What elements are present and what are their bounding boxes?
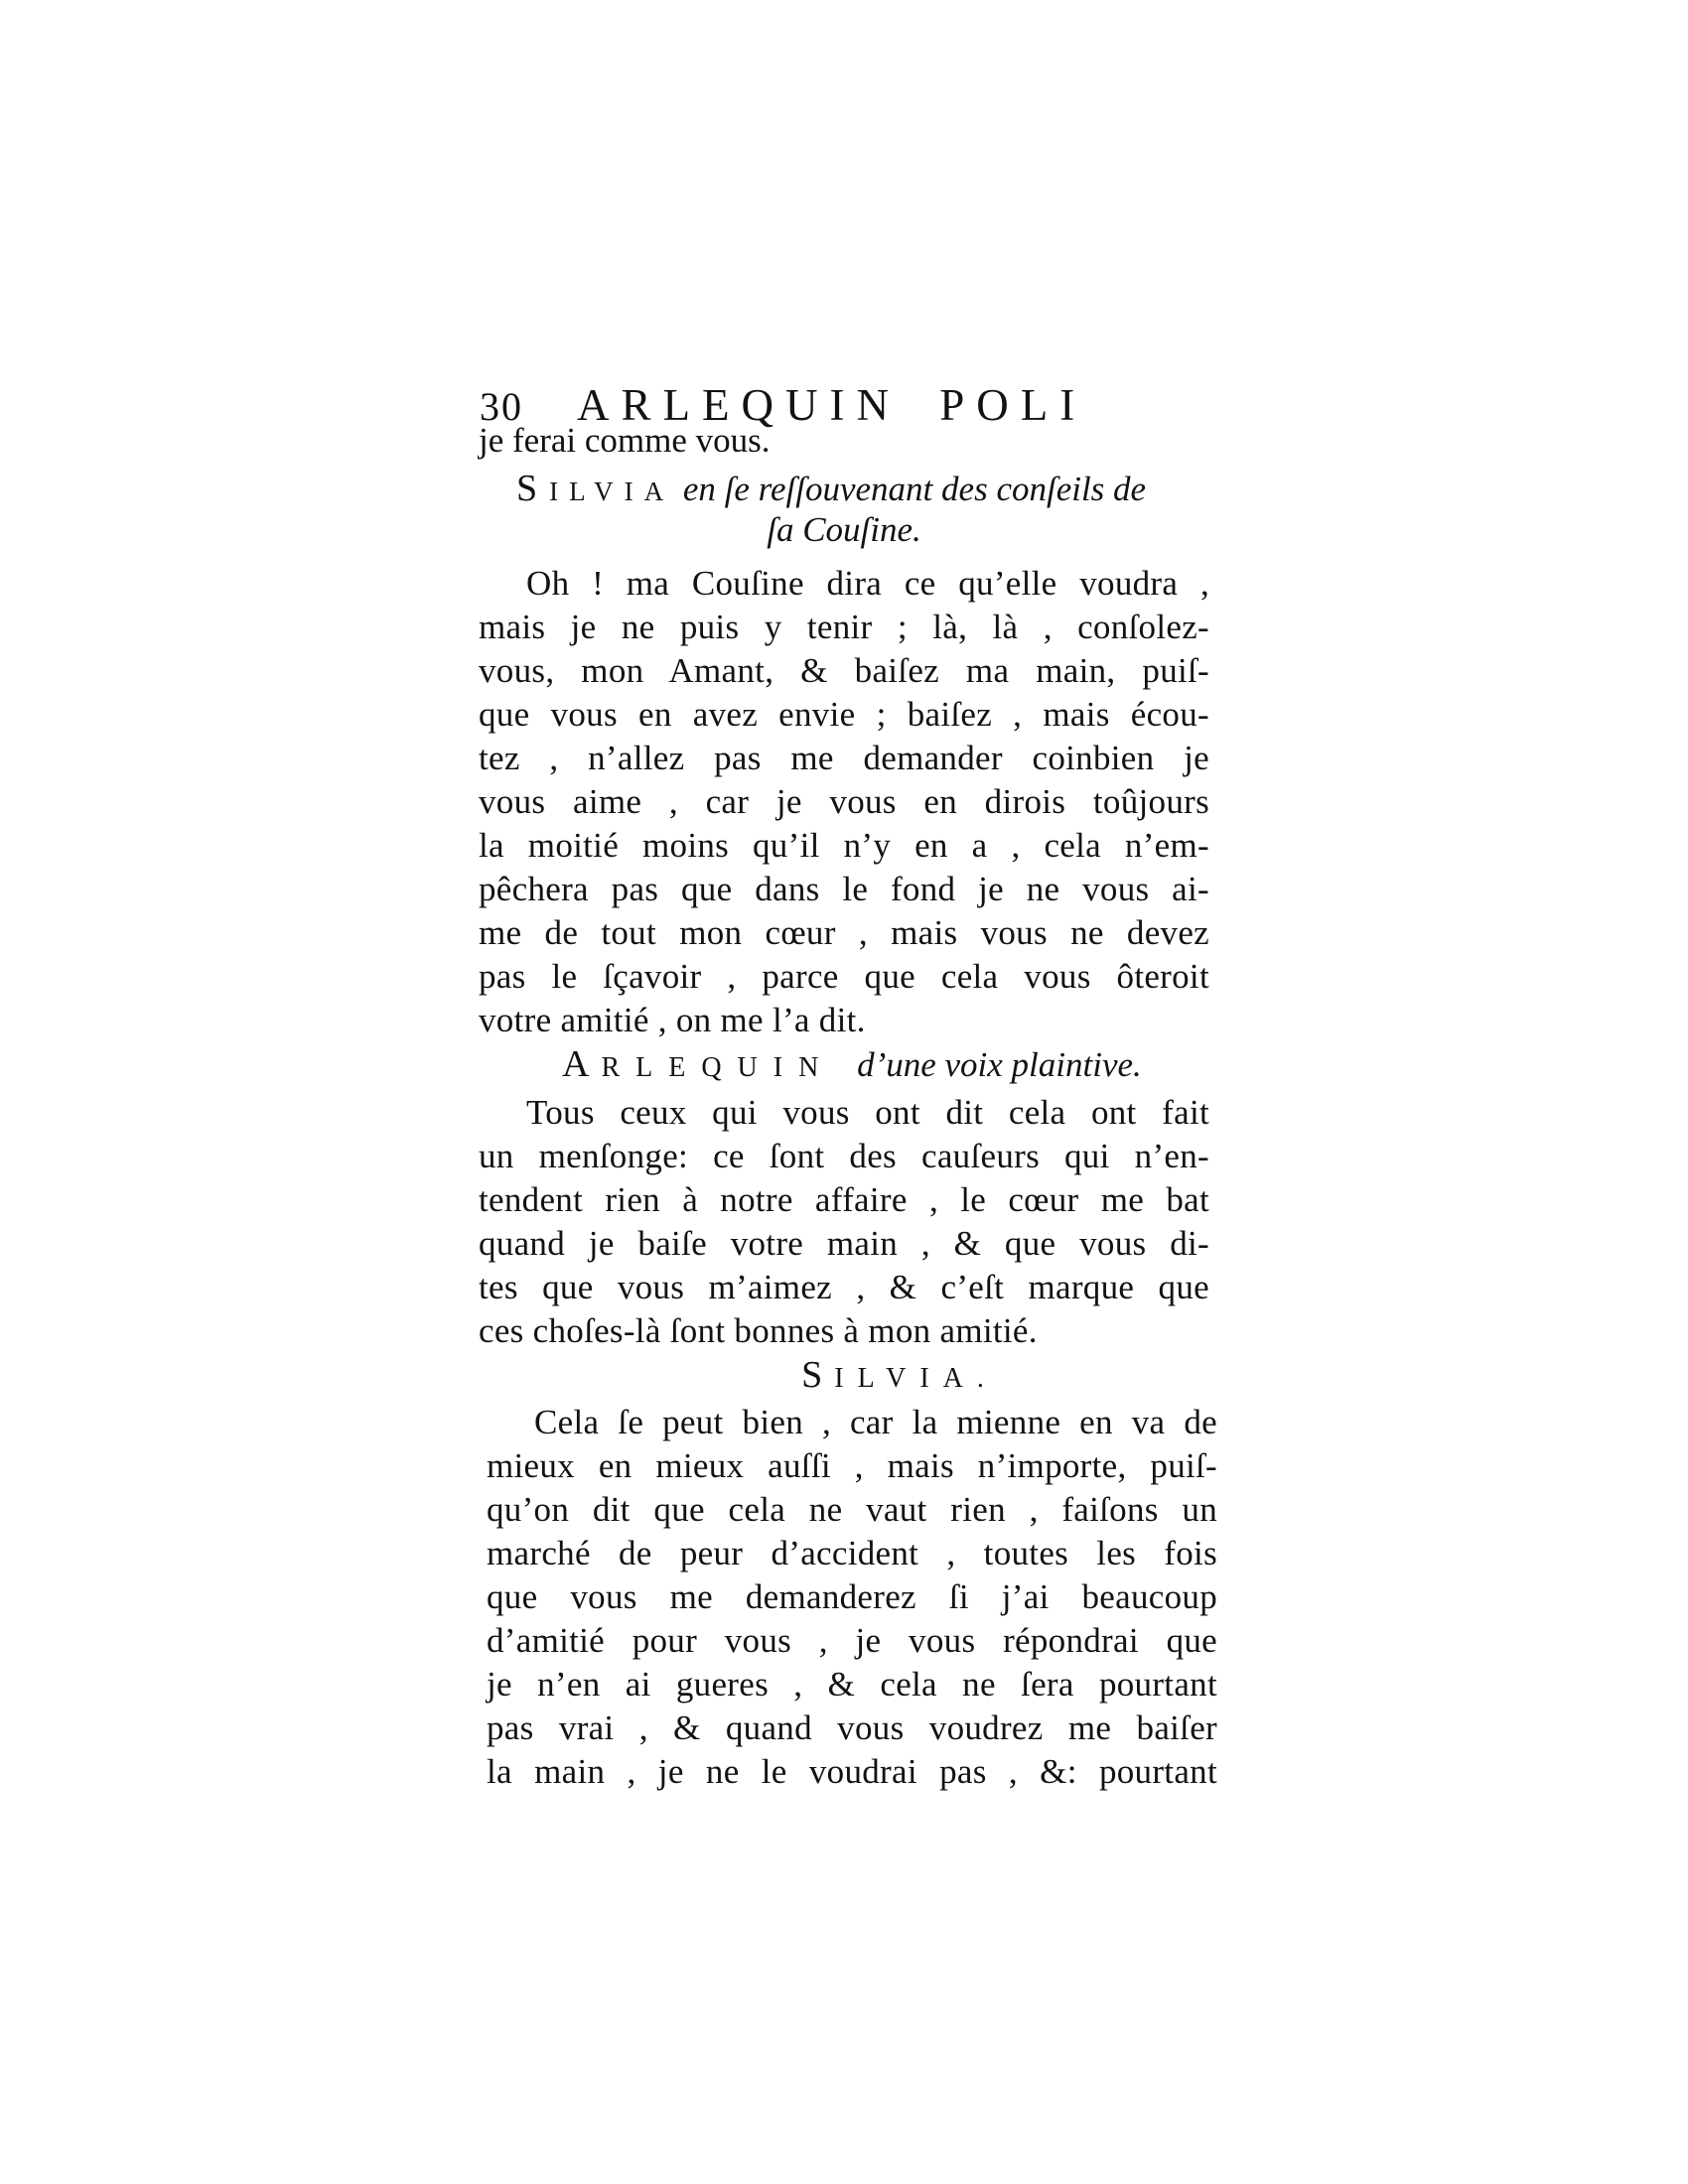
page-number: 30	[480, 384, 523, 429]
text-line: vous aime , car je vous en dirois toûjours	[479, 782, 1209, 821]
stage-direction-text: en ſe reſſouvenant des conſeils de	[682, 470, 1147, 508]
text-line: tez , n’allez pas me demander coinbien je	[479, 739, 1209, 777]
text-line: pas le ſçavoir , parce que cela vous ôteroit	[479, 957, 1209, 996]
carryover-line: je ferai comme vous.	[479, 421, 771, 460]
text-line: mieux en mieux auſſi , mais n’importe, puiſ-	[487, 1446, 1217, 1485]
text-line: pêchera pas que dans le fond je ne vous ai-	[479, 870, 1209, 908]
silvia-speech-1	[479, 562, 1209, 1042]
text-line: ces choſes-là ſont bonnes à mon amitié.	[479, 1311, 1038, 1350]
speaker-heading-arlequin	[479, 1043, 1293, 1087]
text-line: votre amitié , on me l’a dit.	[479, 1001, 866, 1039]
text-line: d’amitié pour vous , je vous répondrai que	[487, 1621, 1217, 1660]
text-line: Oh ! ma Couſine dira ce qu’elle voudra ,	[526, 564, 1209, 603]
text-line: je n’en ai gueres , & cela ne ſera pourtant	[487, 1665, 1217, 1704]
text-line: que vous en avez envie ; baiſez , mais écou-	[479, 695, 1209, 734]
text-line: marché de peur d’accident , toutes les fois	[487, 1534, 1217, 1572]
speaker-name-silvia: SILVIA	[516, 468, 675, 509]
text-line: la moitié moins qu’il n’y en a , cela n’em-	[479, 826, 1209, 865]
text-line: Cela ſe peut bien , car la mienne en va de	[534, 1403, 1217, 1441]
arlequin-speech	[479, 1091, 1209, 1353]
text-line: quand je baiſe votre main , & que vous di-	[479, 1224, 1209, 1263]
stage-direction-silvia-line2: ſa Couſine.	[767, 510, 921, 549]
silvia-speech-2	[487, 1401, 1217, 1794]
speaker-heading-silvia	[479, 1354, 1265, 1398]
text-line: la main , je ne le voudrai pas , &: pourtant	[487, 1752, 1217, 1791]
running-title: ARLEQUIN POLI	[577, 380, 1087, 430]
text-line: me de tout mon cœur , mais vous ne devez	[479, 913, 1209, 952]
text-line: qu’on dit que cela ne vaut rien , faiſons un	[487, 1490, 1217, 1529]
stage-direction-arlequin: d’une voix plaintive.	[857, 1045, 1142, 1084]
text-line: vous, mon Amant, & baiſez ma main, puiſ-	[479, 651, 1209, 690]
speaker-name-arlequin: ARLEQUIN	[562, 1043, 835, 1085]
text-line: tes que vous m’aimez , & c’eſt marque que	[479, 1268, 1209, 1306]
text-line: Tous ceux qui vous ont dit cela ont fait	[526, 1093, 1209, 1132]
text-line: pas vrai , & quand vous voudrez me baiſer	[487, 1708, 1217, 1747]
speaker-name-silvia-2: SILVIA.	[801, 1354, 998, 1396]
text-line: un menſonge: ce ſont des cauſeurs qui n’en-	[479, 1137, 1209, 1175]
stage-direction-silvia	[479, 468, 1271, 511]
text-line: que vous me demanderez ſi j’ai beaucoup	[487, 1577, 1217, 1616]
text-line: tendent rien à notre affaire , le cœur me bat	[479, 1180, 1209, 1219]
text-line: mais je ne puis y tenir ; là, là , conſolez-	[479, 608, 1209, 646]
